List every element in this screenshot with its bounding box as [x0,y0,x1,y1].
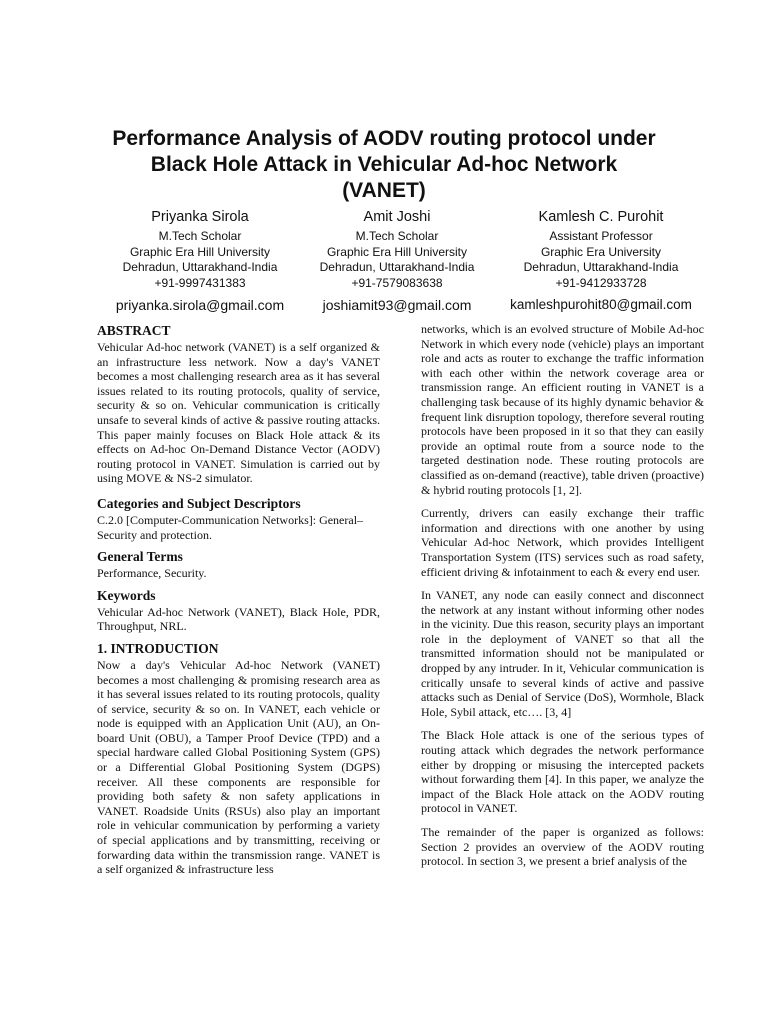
left-column [97,322,380,886]
categories-text: C.2.0 [Computer-Communication Networks]: General– Security and protection. [97,512,364,542]
general-terms-text: Performance, Security. [97,566,207,581]
author-name: Priyanka Sirola [151,209,249,225]
author-email: joshiamit93@gmail.com [322,297,472,313]
author-location: Dehradun, Uttarakhand-India [319,260,475,274]
introduction-heading: 1. INTRODUCTION [97,640,219,656]
author-title: Assistant Professor [549,229,653,243]
body-paragraph: In VANET, any node can easily connect and disconnect the network at any instant without informing other nodes in the vicinity. Due this reason, security plays an important role in the deployment of VANET so that all the transmitted information should not be manipulated or dropped by any intruder. In it, Vehicular communication is critically unsafe to several kinds of active and passive attacks such as Denial of Service (DoS), Wormhole, Black Hole, Sybil attack, etc…. [3, 4] [421,588,704,719]
author-title: M.Tech Scholar [355,229,439,243]
right-column [421,322,704,878]
author-affiliation: Graphic Era Hill University [326,244,468,259]
author-email: kamleshpurohit80@gmail.com [510,297,692,312]
author-email: priyanka.sirola@gmail.com [115,297,285,313]
categories-heading: Categories and Subject Descriptors [97,495,301,511]
author-location: Dehradun, Uttarakhand-India [122,260,278,274]
author-title: M.Tech Scholar [158,229,242,243]
abstract-text: Vehicular Ad-hoc network (VANET) is a self organized & an infrastructure less network. Now a day's VANET becomes a most challenging research area as it has several issues related to its routing protocols, quality of service, security & so on. Vehicular communication is critically unsafe to several kinds of active & passive routing attacks. This paper mainly focuses on Black Hole attack & its effects on Ad-hoc On-Demand Distance Vector (AODV) routing protocol in VANET. Simulation is carried out by using MOVE & NS-2 simulator. [97,340,380,486]
author-location: Dehradun, Uttarakhand-India [523,260,679,274]
abstract-heading: ABSTRACT [97,323,171,338]
author-name: Amit Joshi [363,209,431,225]
keywords-text: Vehicular Ad-hoc Network (VANET), Black Hole, PDR, Throughput, NRL. [97,604,380,634]
author-name: Kamlesh C. Purohit [538,209,664,225]
body-paragraph: networks, which is an evolved structure of Mobile Ad-hoc Network in which every node (vehicle) plays an important role and acts as router to exchange the traffic information with each other within the network coverage area or transmission range. An efficient routing in VANET is a challenging task because of its highly dynamic behavior & frequent link disruption topology, therefore several routing protocols have been proposed in it so that they can easily provide an optimal route from a source node to the targeted destination node. These routing protocols are classified as on-demand (reactive), table driven (proactive) & hybrid routing protocols [1, 2]. [421,322,704,497]
author-block-1 [105,207,295,315]
body-paragraph: Currently, drivers can easily exchange their traffic information and directions with one another by using Vehicular Ad-hoc Network, which provides Intelligent Transportation System (ITS) services such as road safety, efficient driving & infotainment to each & every end user. [421,506,704,579]
paper-title: Performance Analysis of AODV routing protocol under Black Hole Attack in Vehicular Ad-hoc Network (VANET) [112,127,656,202]
body-paragraph: The Black Hole attack is one of the serious types of routing attack which degrades the network performance either by dropping or misusing the intercepted packets without forwarding them [4]. In this paper, we analyze the impact of the Black Hole attack on the AODV routing protocol in VANET. [421,728,704,816]
author-affiliation: Graphic Era University [540,244,662,259]
author-phone: +91-9997431383 [154,275,246,290]
author-phone: +91-9412933728 [555,275,647,290]
body-paragraph: The remainder of the paper is organized as follows: Section 2 provides an overview of the AODV routing protocol. In section 3, we present a brief analysis of the [421,825,704,869]
general-terms-heading: General Terms [97,549,183,565]
author-phone: +91-7579083638 [351,275,443,290]
author-block-3 [498,207,704,315]
introduction-text: Now a day's Vehicular Ad-hoc Network (VANET) becomes a most challenging & promising research area as it has several issues related to its routing protocols, quality of service, security & so on. In VANET, each vehicle or node is equipped with an Application Unit (AU), an On-board Unit (OBU), a Tamper Proof Device (TPD) and a special hardware called Global Positioning System (GPS) or a Differential Global Positioning System (DGPS) receiver. All these components are responsible for providing both safety & non safety applications in VANET. Roadside Units (RSUs) also play an important role in vehicular communication by performing a variety of special applications and by transmitting, receiving or forwarding data within the transmission range. VANET is a self organized & infrastructure less [97,657,380,877]
keywords-heading: Keywords [97,587,156,603]
author-affiliation: Graphic Era Hill University [129,244,271,259]
author-block-2 [302,207,492,315]
